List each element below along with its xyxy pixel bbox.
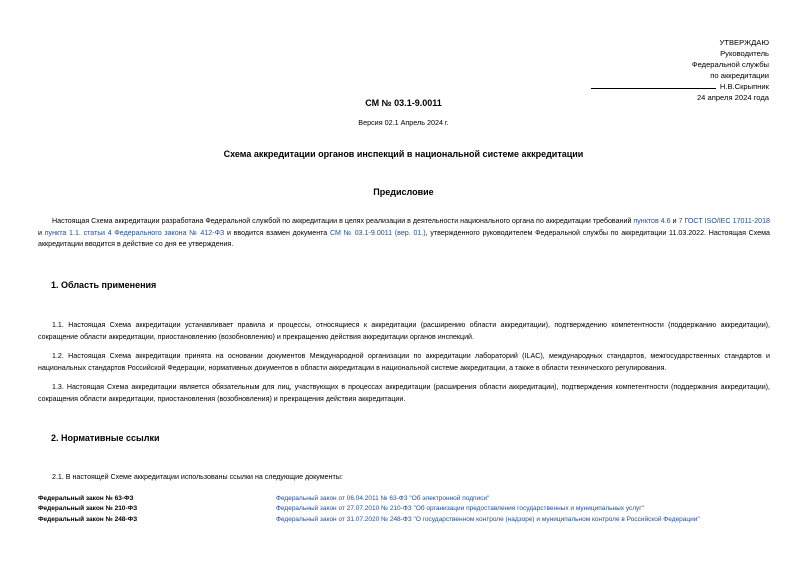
preface-text-3: и xyxy=(38,228,45,237)
section-2-heading: 2. Нормативные ссылки xyxy=(51,433,160,443)
preface-paragraph xyxy=(38,216,770,251)
approval-block xyxy=(569,37,769,103)
link-law-412[interactable]: пункта 1.1. статьи 4 Федерального закона № 412-ФЗ xyxy=(44,228,225,237)
approval-signature-row xyxy=(569,81,769,92)
reference-link[interactable]: Федеральный закон от 27.07.2010 № 210-ФЗ "Об организации предоставления государственных и муниципальных услуг" xyxy=(276,505,644,513)
link-previous-doc[interactable]: СМ № 03.1-9.0011 (вер. 01.) xyxy=(329,228,426,237)
section-2-paragraph-1 xyxy=(38,472,770,484)
references-table xyxy=(38,494,778,525)
link-gost-17011[interactable]: 7 ГОСТ ISO/IEC 17011-2018 xyxy=(678,217,770,225)
section-1-p2-text: 1.2. Настоящая Схема аккредитации принята на основании документов Международной организации по аккредитации лабораторий (ILAC), международных стандартов, межгосударственных стандартов и национальных стандартов Российской Федерации, нормативных документов в области аккредитации в национальной системе аккредитации, а также в области технического регулирования. xyxy=(38,352,770,372)
document-title: Схема аккредитации органов инспекций в национальной системе аккредитации xyxy=(223,149,584,159)
reference-link[interactable]: Федеральный закон от 06.04.2011 № 63-ФЗ "Об электронной подписи" xyxy=(276,495,490,502)
section-1-p3-text: 1.3. Настоящая Схема аккредитации является обязательным для лиц, участвующих в процессах аккредитации (расширения области аккредитации), подтверждения компетентности (поддержания аккредитации), сокращения области аккредитации, приостановления (возобновления) и прекращения действия аккредитации. xyxy=(38,383,770,403)
link-clauses-4-6[interactable]: пунктов 4.6 xyxy=(633,217,671,225)
preface-text-4: и вводится взамен документа xyxy=(224,228,330,237)
approval-heading: УТВЕРЖДАЮ xyxy=(719,38,769,47)
section-1-heading: 1. Область применения xyxy=(51,280,157,290)
reference-code: Федеральный закон № 248-ФЗ xyxy=(38,515,138,523)
reference-code: Федеральный закон № 63-ФЗ xyxy=(38,495,134,502)
preface-heading: Предисловие xyxy=(373,187,434,197)
reference-link[interactable]: Федеральный закон от 31.07.2020 № 248-ФЗ "О государственном контроле (надзоре) и муниципальном контроле в Российской Федерации" xyxy=(276,515,700,523)
approval-org: Федеральной службы xyxy=(691,60,769,69)
approval-signer: Н.В.Скрыпник xyxy=(719,82,769,91)
section-1-paragraph-1 xyxy=(38,320,770,343)
section-2-p1-text: 2.1. В настоящей Схеме аккредитации использованы ссылки на следующие документы: xyxy=(52,473,343,481)
section-1-p1-text: 1.1. Настоящая Схема аккредитации устанавливает правила и процессы, относящиеся к аккредитации (расширению области аккредитации), подтверждению компетентности (поддержанию аккредитации), сокращение области аккредитации, приостановлению (возобновлению) и прекращению действия аккредитации органов инспекций. xyxy=(38,321,770,341)
reference-row xyxy=(38,504,778,514)
reference-row xyxy=(38,494,778,504)
reference-row xyxy=(38,515,778,525)
preface-text-2: и xyxy=(670,217,679,225)
preface-text-5: , утвержденного руководителем Федеральной службы по аккредитации 11.03.2022. Настоящая Схема аккредитации вводится в действие со дня ее утверждения. xyxy=(38,228,770,248)
approval-org-2: по аккредитации xyxy=(710,71,769,80)
preface-text-1: Настоящая Схема аккредитации разработана Федеральной службой по аккредитации в целях реализации в деятельности национального органа по аккредитации требований xyxy=(52,217,634,225)
approval-date: 24 апреля 2024 года xyxy=(696,93,769,102)
document-version: Версия 02.1 Апрель 2024 г. xyxy=(358,118,449,127)
approval-position: Руководитель xyxy=(720,49,769,58)
signature-line xyxy=(591,81,716,89)
reference-code: Федеральный закон № 210-ФЗ xyxy=(38,505,138,513)
section-1-paragraph-3 xyxy=(38,382,770,405)
section-1-paragraph-2 xyxy=(38,351,770,374)
document-number: СМ № 03.1-9.0011 xyxy=(365,98,442,108)
